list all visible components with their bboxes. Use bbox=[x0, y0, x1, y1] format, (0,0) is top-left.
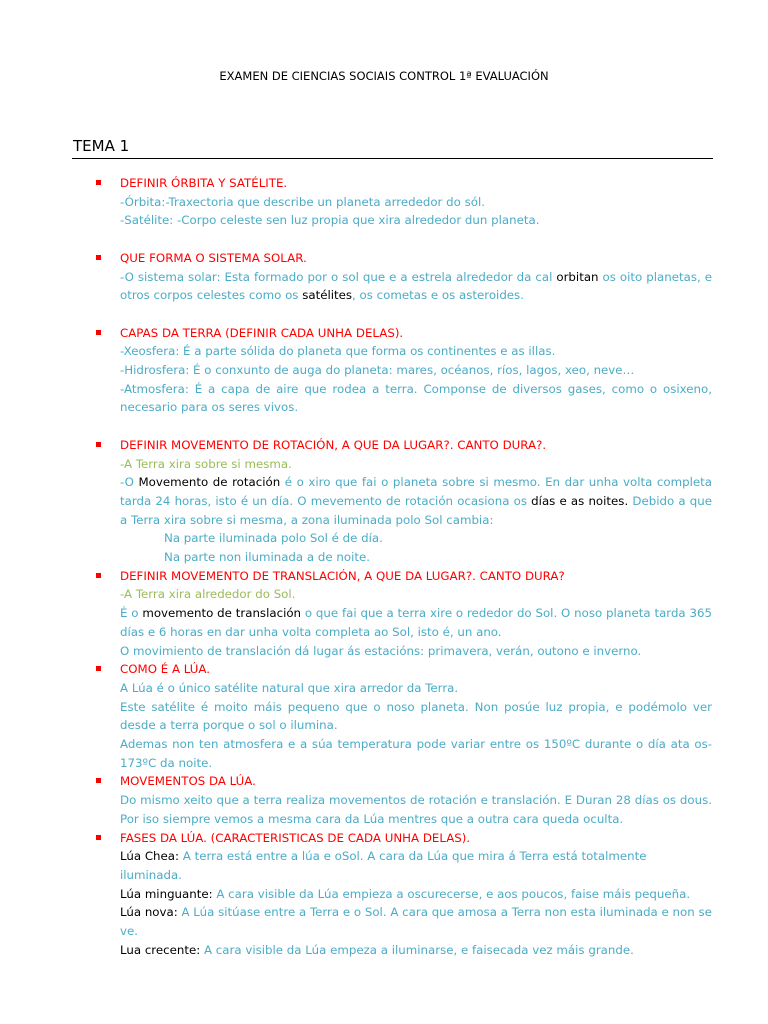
answer-line: Ademas non ten atmosfera e a súa temperatura pode variar entre os 150ºC durante o día ata os-173ºC da noite. bbox=[120, 737, 712, 770]
section-heading-tema: TEMA 1 bbox=[73, 137, 130, 155]
question-rotacion bbox=[120, 436, 712, 567]
answer-keyword: Movemento de rotación bbox=[138, 475, 281, 490]
phase-description: A cara visible da Lúa empieza a oscurecerse, e aos poucos, faise máis pequeña. bbox=[212, 886, 691, 901]
answer-paragraph bbox=[120, 604, 712, 641]
question-fases-lua bbox=[120, 829, 712, 960]
heading-underline bbox=[72, 158, 713, 159]
question-movementos-lua bbox=[120, 772, 712, 828]
answer-paragraph: Do mismo xeito que a terra realiza movementos de rotación e translación. E Duran 28 días os dous. Por iso siempre vemos a mesma cara da Lúa mentres que a outra cara queda oculta. bbox=[120, 793, 712, 826]
bullet-icon bbox=[96, 666, 101, 671]
bullet-icon bbox=[96, 573, 101, 578]
answer-indented-line: Na parte non iluminada a de noite. bbox=[164, 550, 370, 565]
question-heading: FASES DA LÚA. (CARACTERISTICAS DE CADA UNHA DELAS). bbox=[120, 830, 471, 845]
phase-name: Lua crecente: bbox=[120, 942, 201, 957]
answer-text: -O sistema solar: Esta formado por o sol que e a estrela alrededor da cal bbox=[120, 269, 557, 284]
answer-keyword: satélites bbox=[302, 288, 353, 303]
phase-name: Lúa minguante: bbox=[120, 886, 213, 901]
answer-keyword: orbitan bbox=[556, 269, 599, 284]
bullet-icon bbox=[96, 330, 101, 335]
question-orbita bbox=[120, 174, 712, 230]
phase-name: Lúa Chea: bbox=[120, 849, 179, 864]
phase-description: A cara visible da Lúa empeza a iluminarse, e faisecada vez máis grande. bbox=[200, 942, 634, 957]
answer-summary: -A Terra xira alrededor do Sol. bbox=[120, 587, 296, 602]
bullet-icon bbox=[96, 778, 101, 783]
phase-line bbox=[120, 847, 712, 884]
answer-line: A Lúa é o único satélite natural que xira arredor da Terra. bbox=[120, 680, 459, 695]
answer-line: -Atmosfera: É a capa de aire que rodea a terra. Componse de diversos gases, como o osixeno, necesario para os seres vivos. bbox=[120, 381, 712, 415]
answer-paragraph bbox=[120, 473, 712, 529]
answer-text: os oito planetas, e otros corpos celestes como os bbox=[120, 269, 712, 303]
answer-text: -O bbox=[120, 475, 139, 490]
question-heading: DEFINIR MOVEMENTO DE TRANSLACIÓN, A QUE DA LUGAR?. CANTO DURA? bbox=[120, 568, 565, 583]
bullet-icon bbox=[96, 255, 101, 260]
question-heading: DEFINIR ÓRBITA Y SATÉLITE. bbox=[120, 176, 288, 190]
question-translacion bbox=[120, 567, 712, 661]
answer-line: -Hidrosfera: É o conxunto de auga do planeta: mares, océanos, ríos, lagos, xeo, neve… bbox=[120, 363, 635, 377]
document-body bbox=[120, 174, 712, 959]
question-lua bbox=[120, 660, 712, 772]
bullet-icon bbox=[96, 835, 101, 840]
phase-description: A terra está entre a lúa e oSol. A cara da Lúa que mira á Terra está totalmente iluminada. bbox=[120, 849, 647, 882]
phase-line bbox=[120, 941, 712, 960]
bullet-icon bbox=[96, 442, 101, 447]
question-heading: COMO É A LÚA. bbox=[120, 662, 210, 677]
answer-text: Debido a que a Terra xira sobre si mesma, a zona iluminada polo Sol cambia: bbox=[120, 493, 712, 527]
answer-line: -Órbita:-Traxectoria que describe un planeta arrededor do sól. bbox=[120, 194, 485, 209]
answer-line: Este satélite é moito máis pequeno que o noso planeta. Non posúe luz propia, e podémolo ver desde a terra porque o sol o ilumina. bbox=[120, 699, 712, 733]
answer-line: -Xeosfera: É a parte sólida do planeta que forma os continentes e as illas. bbox=[120, 344, 556, 359]
phase-line bbox=[120, 885, 712, 904]
question-heading: DEFINIR MOVEMENTO DE ROTACIÓN, A QUE DA LUGAR?. CANTO DURA?. bbox=[120, 437, 547, 452]
answer-paragraph bbox=[120, 268, 712, 305]
question-heading: QUE FORMA O SISTEMA SOLAR. bbox=[120, 250, 307, 265]
answer-text: o que fai que a terra xire o rededor do Sol. O noso planeta tarda 365 días e 6 horas en dar unha volta completa ao Sol, isto é, un ano. bbox=[120, 606, 713, 639]
answer-keyword: días e as noites. bbox=[531, 493, 629, 508]
bullet-icon bbox=[96, 180, 101, 185]
answer-text: é o xiro que fai o planeta sobre si mesmo. En dar unha volta completa tarda 24 horas, isto é un día. O mevemento de rotación ocasiona os bbox=[120, 475, 712, 508]
phase-name: Lúa nova: bbox=[120, 905, 178, 920]
answer-keyword: movemento de translación bbox=[142, 606, 302, 621]
question-capas-terra bbox=[120, 324, 712, 418]
question-heading: MOVEMENTOS DA LÚA. bbox=[120, 774, 256, 789]
phase-line bbox=[120, 903, 712, 940]
phase-description: A Lúa sitúase entre a Terra e o Sol. A cara que amosa a Terra non esta iluminada e non se ve. bbox=[120, 905, 712, 939]
answer-text: , os cometas e os asteroides. bbox=[352, 288, 524, 303]
question-heading: CAPAS DA TERRA (DEFINIR CADA UNHA DELAS). bbox=[120, 325, 404, 340]
answer-indented-line: Na parte iluminada polo Sol é de día. bbox=[164, 531, 383, 546]
answer-summary: -A Terra xira sobre si mesma. bbox=[120, 456, 292, 471]
page-title: EXAMEN DE CIENCIAS SOCIAIS CONTROL 1ª EVALUACIÓN bbox=[219, 69, 549, 83]
question-sistema-solar bbox=[120, 249, 712, 305]
answer-line: O movimiento de translación dá lugar ás estacións: primavera, verán, outono e inverno. bbox=[120, 643, 642, 658]
answer-line: -Satélite: -Corpo celeste sen luz propia que xira alrededor dun planeta. bbox=[120, 213, 540, 228]
answer-text: É o bbox=[120, 606, 143, 621]
